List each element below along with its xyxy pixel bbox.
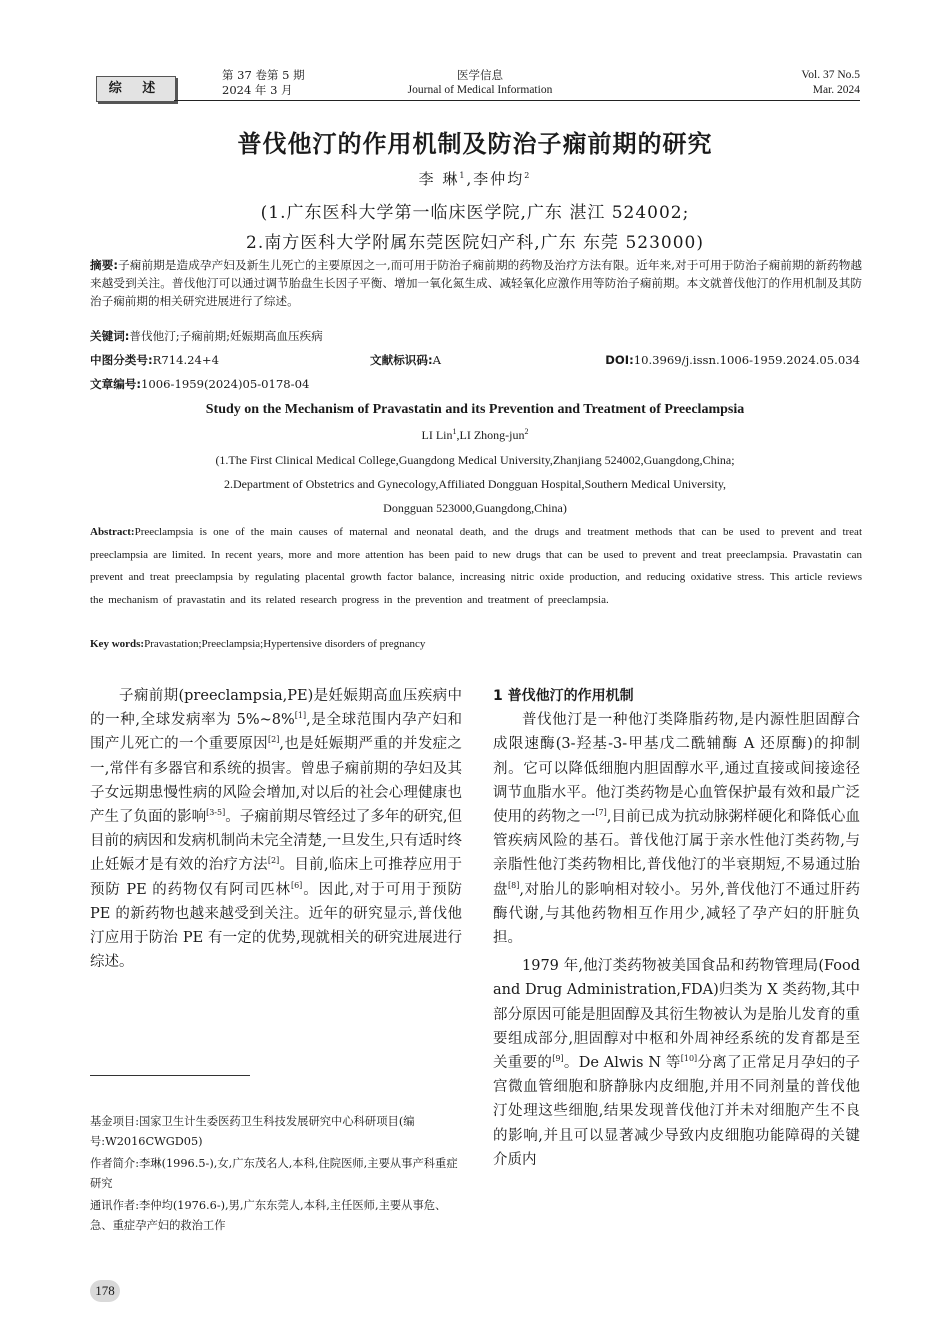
citation-ref: [10] — [680, 1054, 698, 1064]
doc-code — [370, 352, 441, 368]
mechanism-paragraph-2 — [493, 954, 860, 1172]
doi — [605, 352, 860, 368]
article-value: 1006-1959(2024)05-0178-04 — [141, 377, 310, 391]
doc-code-value: A — [432, 353, 441, 367]
footnote-author: 作者简介:李琳(1996.5-),女,广东茂名人,本科,住院医师,主要从事产科重症研究 — [90, 1157, 458, 1190]
clc-label: 中图分类号: — [90, 353, 153, 367]
paragraph-text: 子痫前期(preeclampsia,PE)是妊娠期高血压疾病中的一种,全球发病率为 5%~8% — [90, 688, 462, 729]
affiliation-cn-1: (1.广东医科大学第一临床医学院,广东 湛江 524002; — [260, 203, 690, 223]
clc-number — [90, 352, 219, 368]
paragraph-text: 普伐他汀是一种他汀类降脂药物,是内源性胆固醇合成限速酶(3-羟基-3-甲基戊二酰辅酶 A 还原酶)的抑制剂。它可以降低细胞内胆固醇水平,通过直接或间接途径调节血脂水平。他汀类药物是心血管保护最有效和最广泛使用的药物之一 — [493, 712, 860, 826]
abstract-en-text: Preeclampsia is one of the main causes of maternal and neonatal death, and the drugs and treatment methods that can be used to prevent and treat preeclampsia are limited. In recent years, more and more attention has been paid to new drugs that can be used to prevent and treat preeclampsia. Pravastatin can prevent and treat preeclampsia by regulating placental growth factor balance, increasing nitric oxide production, and reducing oxidative stress. This article reviews the mechanism of pravastatin and its related research progress in the prevention and treatment of preeclampsia. — [90, 526, 862, 606]
footnote-rule — [90, 1075, 250, 1076]
citation-ref: [7] — [595, 808, 607, 818]
journal-info — [380, 68, 580, 98]
citation-ref: [2] — [268, 735, 280, 745]
author2-en: LI Zhong-jun — [459, 428, 525, 442]
footnotes — [90, 1112, 462, 1236]
date-cn: 2024 年 3 月 — [222, 83, 293, 97]
abstract-cn-text: 子痫前期是造成孕产妇及新生儿死亡的主要原因之一,而可用于防治子痫前期的药物及治疗方法有限。近年来,对于可用于防治子痫前期的新药物越来越受到关注。普伐他汀可以通过调节胎盘生长因子平衡、增加一氧化氮生成、减轻氧化应激作用等防治子痫前期。本文就普伐他汀的作用机制及其防治子痫前期的相关研究进展进行了综述。 — [90, 258, 862, 308]
paragraph-text: ,对胎儿的影响相对较小。另外,普伐他汀不通过肝药酶代谢,与其他药物相互作用少,减轻了孕产妇的肝脏负担。 — [493, 881, 861, 947]
citation-ref: [6] — [290, 880, 303, 890]
affiliation-en-3: Dongguan 523000,Guangdong,China) — [383, 501, 567, 515]
journal-en: Journal of Medical Information — [407, 84, 553, 96]
citation-ref: [2] — [267, 856, 280, 866]
issue-info-cn — [222, 68, 305, 98]
article-number — [90, 376, 309, 392]
paragraph-text: 。目前,临床上可推荐应用于预防 PE 的药物仅有阿司匹林 — [90, 857, 463, 898]
paragraph-text: 。子痫前期尽管经过了多年的研究,但目前的病因和发病机制尚未完全清楚,一旦发生,只有适时终止妊娠才是有效的治疗方法 — [90, 809, 463, 874]
page-number: 178 — [90, 1280, 120, 1302]
authors-cn — [0, 168, 950, 189]
affiliation-cn-2: 2.南方医科大学附属东莞医院妇产科,广东 东莞 523000) — [246, 233, 704, 253]
paragraph-text: ,是全球范围内孕产妇和围产儿死亡的一个重要原因 — [90, 712, 463, 753]
section-label: 综 述 — [96, 76, 176, 102]
paragraph-text: 。De Alwis N 等 — [563, 1055, 681, 1072]
keywords-en-text: Pravastation;Preeclampsia;Hypertensive disorders of pregnancy — [144, 638, 426, 650]
citation-ref: [1] — [294, 711, 307, 721]
keywords-cn-label: 关键词: — [90, 329, 130, 343]
paragraph-text: 。因此,对于可用于预防 PE 的新药物也越来越受到关注。近年的研究显示,普伐他汀应用于防治 PE 有一定的优势,现就相关的研究进展进行综述。 — [90, 881, 462, 971]
body-left-column — [90, 684, 462, 974]
author-sep: , — [466, 170, 474, 188]
paragraph-text: 1979 年,他汀类药物被美国食品和药物管理局(Food and Drug Administration,FDA)归类为 X 类药物,其中部分原因可能是胆固醇及其衍生物被认为是胎儿发育的重要组成部分,胆固醇对中枢和外周神经系统的发育都是至关重要的 — [493, 958, 860, 1072]
author1-cn: 李 琳 — [418, 170, 460, 188]
date-en: Mar. 2024 — [812, 84, 860, 96]
footnote-fund: 基金项目:国家卫生计生委医药卫生科技发展研究中心科研项目(编号:W2016CWGD05) — [90, 1115, 415, 1148]
author1-en: LI Lin — [421, 428, 453, 442]
article-label: 文章编号: — [90, 377, 142, 391]
doi-label: DOI: — [605, 353, 634, 367]
abstract-cn-label: 摘要: — [90, 258, 119, 272]
issue-cn: 第 37 卷第 5 期 — [222, 68, 305, 82]
paragraph-text: 分离了正常足月孕妇的子宫微血管细胞和脐静脉内皮细胞,并用不同剂量的普伐他汀处理这些细胞,结果发现普伐他汀并未对细胞产生不良的影响,并且可以显著减少导致内皮细胞功能障碍的关键介质内 — [493, 1055, 861, 1168]
title-cn: 普伐他汀的作用机制及防治子痫前期的研究 — [237, 130, 713, 158]
doi-value: 10.3969/j.issn.1006-1959.2024.05.034 — [633, 353, 860, 367]
author2-en-sup: 2 — [524, 427, 529, 436]
vol-en: Vol. 37 No.5 — [801, 69, 860, 81]
author1-en-sup: 1 — [452, 427, 457, 436]
abstract-cn — [90, 256, 862, 310]
body-right-column — [493, 684, 860, 1172]
intro-paragraph — [90, 684, 462, 974]
header-rule — [174, 100, 860, 101]
author2-cn: 李仲均 — [473, 170, 525, 188]
keywords-en — [90, 638, 425, 650]
abstract-en-label: Abstract: — [90, 526, 135, 538]
authors-en — [0, 428, 950, 443]
issue-info-en — [801, 68, 860, 98]
section-heading: 1 普伐他汀的作用机制 — [493, 688, 634, 704]
paragraph-text: ,目前已成为抗动脉粥样硬化和降低心血管疾病风险的基石。普伐他汀属于亲水性他汀类药物,与亲脂性他汀类药物相比,普伐他汀的半衰期短,不易通过胎盘 — [493, 809, 861, 898]
affiliation-en-1: (1.The First Clinical Medical College,Guangdong Medical University,Zhanjiang 524002,Guangdong,China; — [215, 453, 735, 467]
footnote-corresponding: 通讯作者:李仲均(1976.6-),男,广东东莞人,本科,主任医师,主要从事危、急、重症孕产妇的救治工作 — [90, 1199, 447, 1232]
citation-ref: [9] — [552, 1054, 564, 1064]
doc-code-label: 文献标识码: — [370, 353, 433, 367]
clc-value: R714.24+4 — [152, 353, 219, 367]
author2-sup: 2 — [524, 171, 532, 180]
author-en-sep: , — [456, 428, 460, 442]
abstract-en — [90, 521, 862, 611]
author1-sup: 1 — [459, 171, 467, 180]
title-en: Study on the Mechanism of Pravastatin and its Prevention and Treatment of Preeclampsia — [205, 402, 745, 417]
citation-ref: [8] — [508, 880, 520, 890]
journal-cn: 医学信息 — [457, 68, 503, 82]
paragraph-text: ,也是妊娠期严重的并发症之一,常伴有多器官和系统的损害。曾患子痫前期的孕妇及其子女远期患慢性病的风险会增加,对以后的社会心理健康也产生了负面的影响 — [90, 736, 463, 826]
citation-ref: [3-5] — [206, 808, 226, 818]
mechanism-paragraph-1 — [493, 708, 860, 950]
keywords-cn-text: 普伐他汀;子痫前期;妊娠期高血压疾病 — [129, 329, 323, 343]
keywords-en-label: Key words: — [90, 638, 145, 650]
affiliation-en-2: 2.Department of Obstetrics and Gynecology,Affiliated Dongguan Hospital,Southern Medical University, — [223, 477, 727, 491]
keywords-cn — [90, 328, 323, 344]
